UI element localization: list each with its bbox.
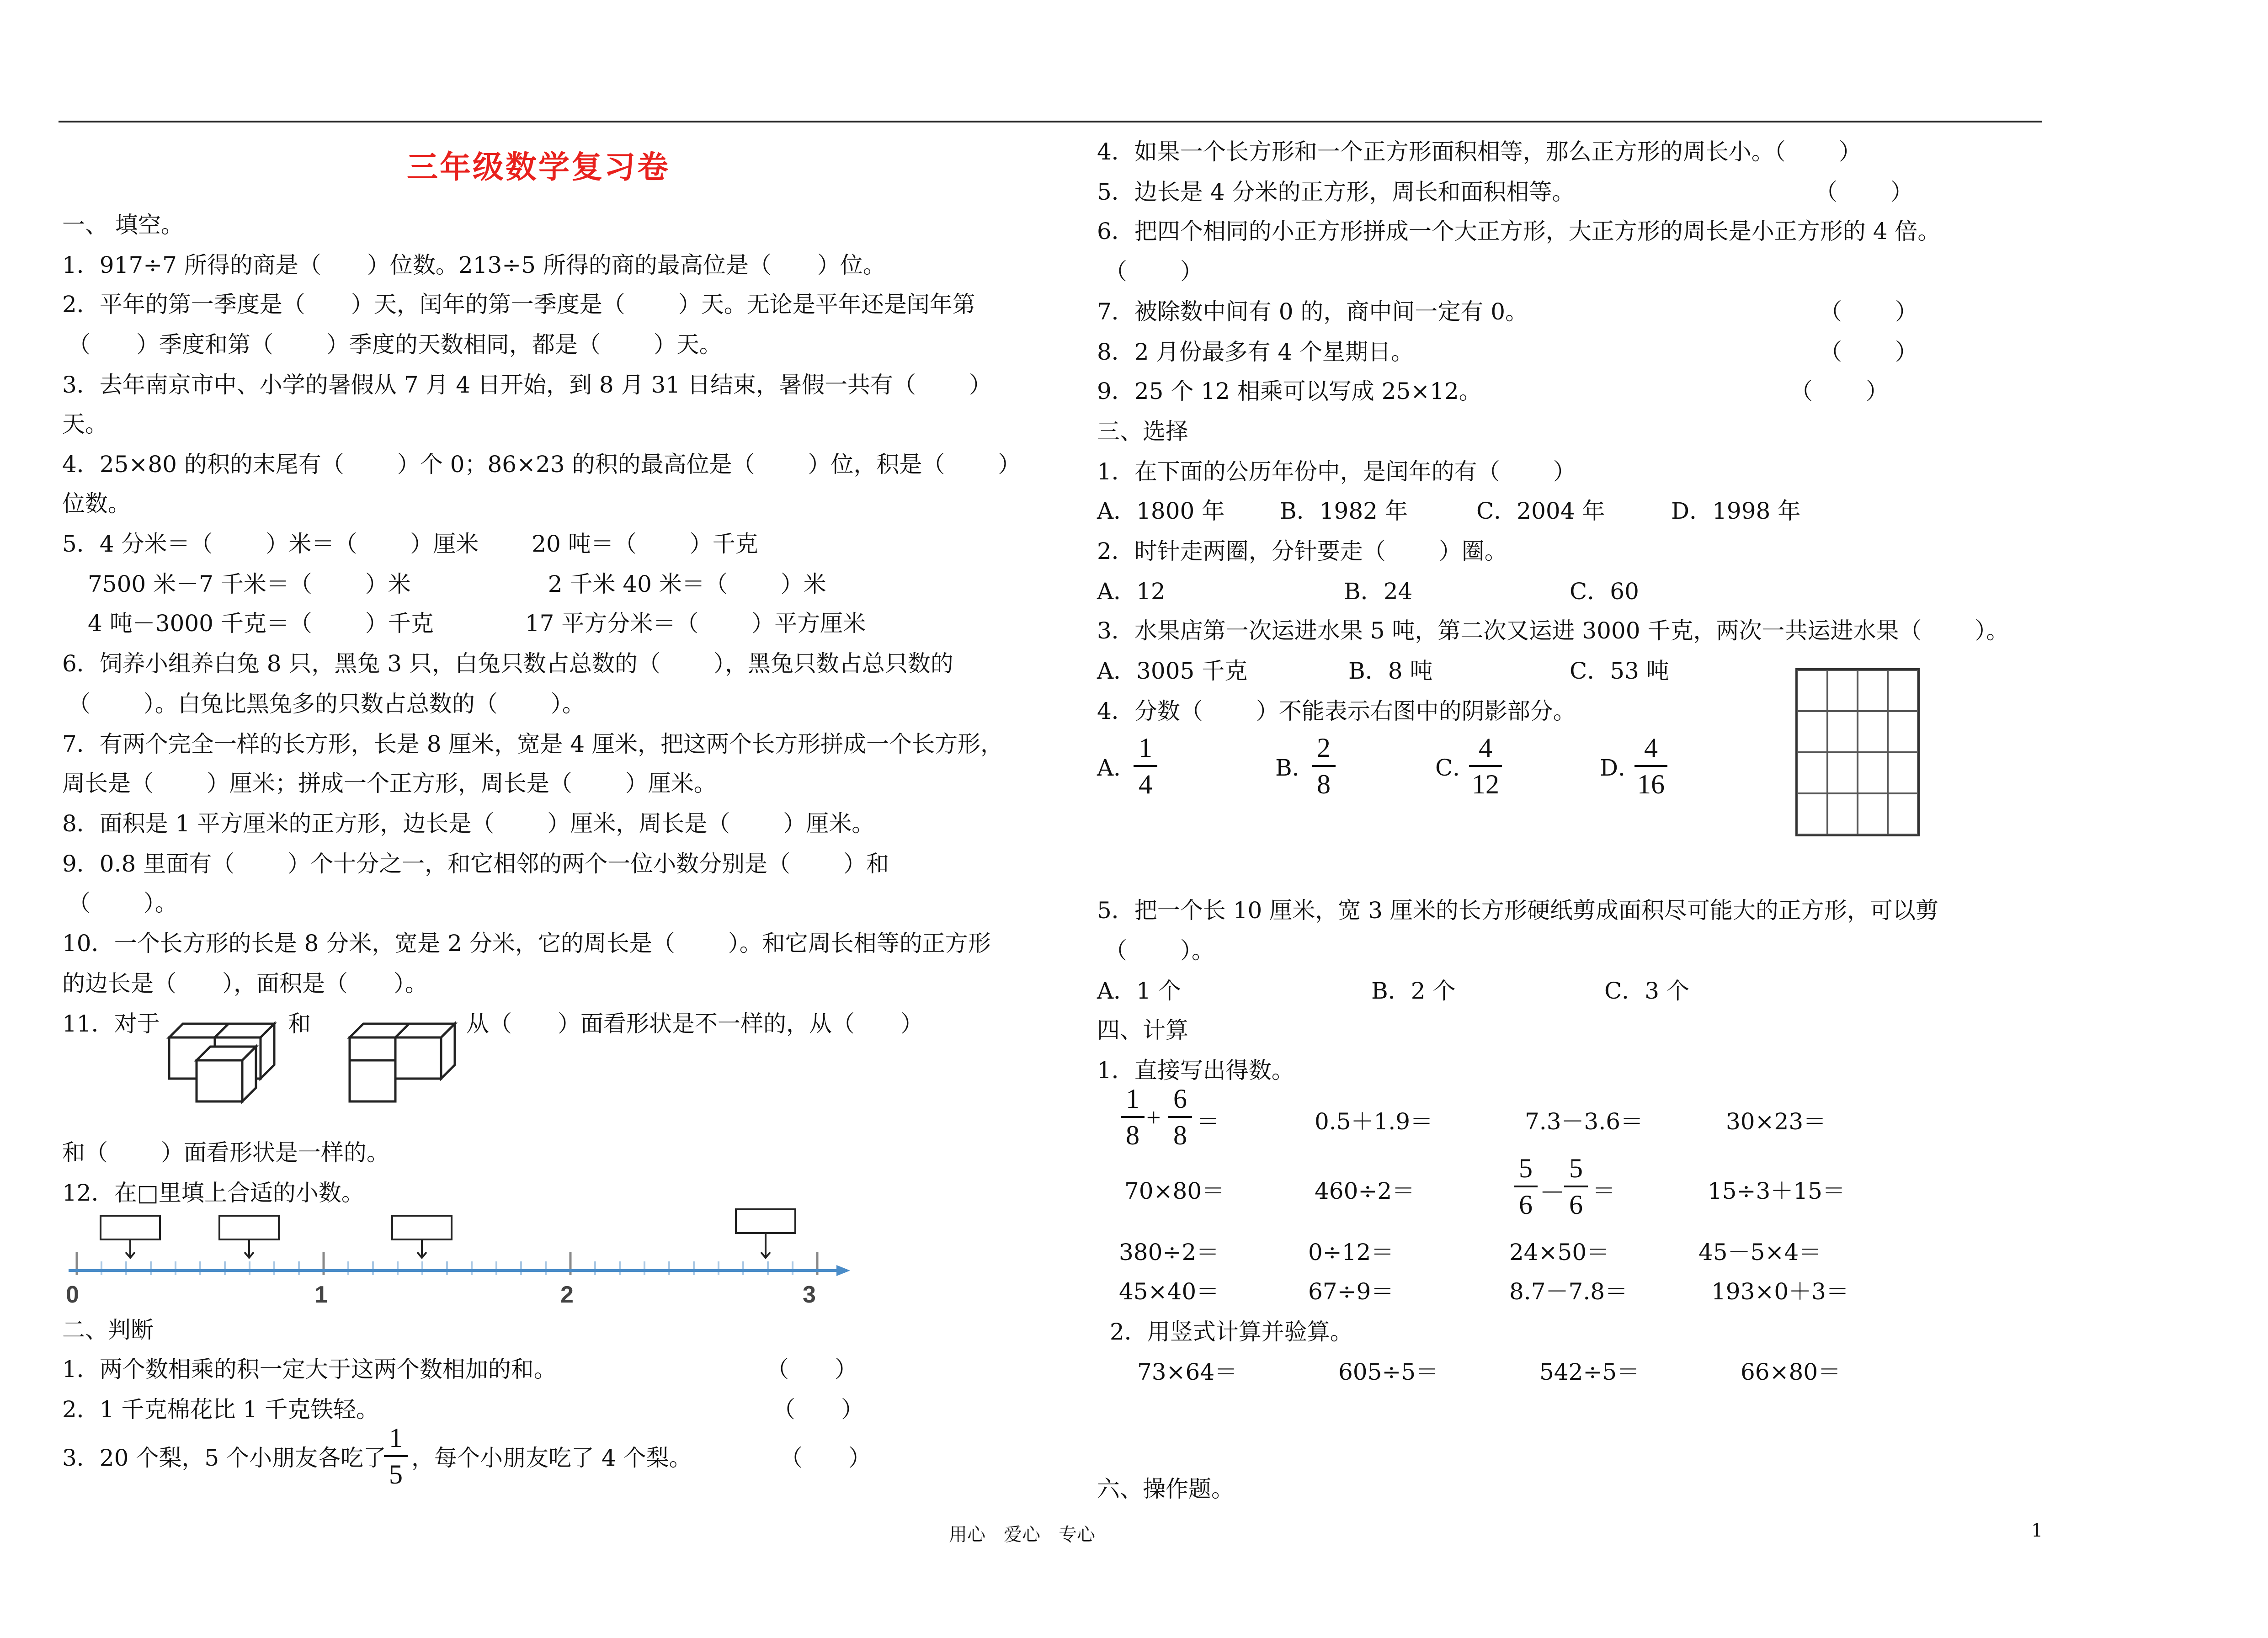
calc-r1-e2: 0.5＋1.9＝ [1315,1108,1433,1135]
judge-6-line2: （ ） [1104,258,1203,285]
calc-2-item-2: 605÷5＝ [1338,1359,1439,1385]
question-9-line2: （ ）。 [68,890,178,916]
question-7-line1: 7．有两个完全一样的长方形，长是 8 厘米，宽是 4 厘米，把这两个长方形拼成一个长方形， [62,731,1004,757]
judge-3-a: 3．20 个梨，5 个小朋友各吃了 [62,1445,387,1471]
calc-r2-frac-1: 5 6 [1512,1152,1539,1221]
question-11-line2: 和（ ）面看形状是一样的。 [62,1139,389,1166]
page-title: 三年级数学复习卷 [407,149,671,186]
judge-5: 5．边长是 4 分米的正方形，周长和面积相等。 [1097,179,1575,205]
choice-4-opt-c-fraction: 4 12 [1467,731,1504,801]
choice-4-opt-a-fraction: 1 4 [1132,731,1159,801]
calc-r3-e1: 380÷2＝ [1119,1239,1219,1266]
judge-2: 2．1 千克棉花比 1 千克铁轻。 [62,1396,379,1423]
choice-4-opt-a-label: A． [1097,755,1137,781]
judge-1-paren: （ ） [766,1356,857,1383]
calc-r1-eq: ＝ [1197,1108,1219,1135]
choice-4: 4．分数（ ）不能表示右图中的阴影部分。 [1097,698,1576,724]
question-5-line1: 5．4 分米＝（ ）米＝（ ）厘米 20 吨＝（ ）千克 [62,531,758,557]
calc-r1-op: + [1146,1104,1161,1132]
answer-box-2 [219,1216,279,1239]
choice-4-opt-b-fraction: 2 8 [1310,731,1337,801]
question-7-line2: 周长是（ ）厘米；拼成一个正方形，周长是（ ）厘米。 [62,770,717,797]
judge-6-line1: 6．把四个相同的小正方形拼成一个大正方形，大正方形的周长是小正方形的 4 倍。 [1097,218,1941,245]
calc-r4-e4: 193×0＋3＝ [1711,1278,1849,1305]
judge-3-fraction: 1 5 [382,1421,410,1491]
question-11-label: 11．对于 [62,1010,160,1037]
number-line [64,1207,859,1312]
choice-1-opt-a: A．1800 年 [1097,498,1225,524]
section-calc: 四、计算 [1097,1017,1188,1043]
calc-r2-e4: 15÷3＋15＝ [1708,1178,1845,1204]
question-3-line1: 3．去年南京市中、小学的暑假从 7 月 4 日开始，到 8 月 31 日结束，暑假一共有（ ） [62,372,992,398]
choice-1: 1．在下面的公历年份中，是闰年的有（ ） [1097,458,1576,485]
calc-2-item-1: 73×64＝ [1137,1359,1238,1385]
section-fill-blank: 一、 填空。 [62,212,184,238]
numline-label-2: 2 [560,1282,574,1308]
answer-box-3 [392,1216,452,1239]
judge-8: 8．2 月份最多有 4 个星期日。 [1097,339,1414,365]
page-number: 1 [2031,1520,2043,1541]
calc-r3-e3: 24×50＝ [1509,1239,1610,1266]
calc-1-title: 1．直接写出得数。 [1097,1057,1294,1084]
choice-3-opt-a: A．3005 千克 [1097,658,1248,684]
judge-9-paren: （ ） [1790,378,1889,404]
judge-7-paren: （ ） [1819,298,1918,325]
judge-2-paren: （ ） [772,1396,864,1423]
question-12: 12．在□里填上合适的小数。 [62,1180,364,1206]
calc-r4-e2: 67÷9＝ [1308,1278,1394,1305]
question-10-line2: 的边长是（ ），面积是（ ）。 [62,970,428,997]
calc-r4-e3: 8.7－7.8＝ [1509,1278,1628,1305]
choice-2-opt-c: C．60 [1570,578,1639,605]
cube-figure-2 [350,1024,455,1101]
choice-4-opt-c-label: C． [1435,755,1476,781]
question-2-line1: 2．平年的第一季度是（ ）天，闰年的第一季度是（ ）天。无论是平年还是闰年第 [62,291,975,318]
calc-2-item-4: 66×80＝ [1741,1359,1841,1385]
question-11-and: 和 [288,1010,311,1037]
calc-2-title: 2．用竖式计算并验算。 [1110,1319,1353,1345]
cube-figure-1 [169,1024,274,1101]
calc-r2-eq: ＝ [1592,1178,1615,1204]
numline-label-3: 3 [803,1282,816,1308]
cube-figures [160,1010,471,1115]
judge-5-paren: （ ） [1815,179,1913,205]
question-2-line2: （ ）季度和第（ ）季度的天数相同，都是（ ）天。 [68,331,722,358]
choice-1-opt-d: D．1998 年 [1671,498,1801,524]
calc-r1-frac-1: 1 8 [1119,1082,1146,1152]
footer-motto: 用心 爱心 专心 [949,1524,1095,1545]
choice-5-opt-a: A．1 个 [1097,978,1181,1004]
judge-1: 1．两个数相乘的积一定大于这两个数相加的和。 [62,1356,557,1383]
calc-r1-frac-2: 6 8 [1166,1082,1194,1152]
calc-r3-e4: 45－5×4＝ [1698,1239,1822,1266]
calc-r2-frac-2: 5 6 [1562,1152,1590,1221]
choice-3-opt-c: C．53 吨 [1570,658,1669,684]
section-operate: 六、操作题。 [1097,1476,1234,1502]
choice-5-line1: 5．把一个长 10 厘米，宽 3 厘米的长方形硬纸剪成面积尽可能大的正方形，可以剪 [1097,897,1938,924]
choice-5-opt-c: C．3 个 [1604,978,1689,1004]
question-11-text: 从（ ）面看形状是不一样的，从（ ） [466,1010,923,1037]
question-4-line2: 位数。 [62,490,131,517]
question-5-line3: 4 吨－3000 千克＝（ ）千克 17 平方分米＝（ ）平方厘米 [88,610,866,637]
judge-7: 7．被除数中间有 0 的，商中间一定有 0。 [1097,298,1528,325]
judge-9: 9．25 个 12 相乘可以写成 25×12。 [1097,378,1482,404]
choice-2-opt-b: B．24 [1344,578,1413,605]
calc-r2-op: － [1539,1179,1565,1207]
section-choice: 三、选择 [1097,418,1188,445]
choice-1-opt-b: B．1982 年 [1280,498,1408,524]
choice-4-opt-d-fraction: 4 16 [1633,731,1669,801]
calc-2-item-3: 542÷5＝ [1539,1359,1640,1385]
question-6-line2: （ ）。白兔比黑兔多的只数占总数的（ ）。 [68,691,585,717]
choice-2-opt-a: A．12 [1097,578,1166,605]
calc-r4-e1: 45×40＝ [1119,1278,1219,1305]
choice-2: 2．时针走两圈，分针要走（ ）圈。 [1097,538,1507,564]
choice-5-opt-b: B．2 个 [1371,978,1456,1004]
question-4-line1: 4．25×80 的积的末尾有（ ）个 0；86×23 的积的最高位是（ ）位，积是（ ） [62,451,1021,478]
calc-r2-e2: 460÷2＝ [1315,1178,1415,1204]
choice-3-opt-b: B．8 吨 [1348,658,1433,684]
question-1: 1．917÷7 所得的商是（ ）位数。213÷5 所得的商的最高位是（ ）位。 [62,252,886,278]
question-5-line2: 7500 米－7 千米＝（ ）米 2 千米 40 米＝（ ）米 [88,571,826,597]
calc-r3-e2: 0÷12＝ [1308,1239,1394,1266]
judge-4: 4．如果一个长方形和一个正方形面积相等，那么正方形的周长小。（ ） [1097,138,1862,165]
choice-1-opt-c: C．2004 年 [1476,498,1605,524]
answer-box-1 [101,1216,160,1239]
choice-4-opt-d-label: D． [1600,755,1641,781]
question-8: 8．面积是 1 平方厘米的正方形，边长是（ ）厘米，周长是（ ）厘米。 [62,810,875,837]
calc-r1-e4: 30×23＝ [1726,1108,1826,1135]
choice-4-opt-b-label: B． [1275,755,1315,781]
section-judge: 二、判断 [62,1317,154,1343]
question-9-line1: 9．0.8 里面有（ ）个十分之一，和它相邻的两个一位小数分别是（ ）和 [62,851,889,877]
numline-label-1: 1 [314,1282,328,1308]
judge-3-paren: （ ） [780,1445,871,1471]
choice-3: 3．水果店第一次运进水果 5 吨，第二次又运进 3000 千克，两次一共运进水果（ ）。 [1097,617,2009,644]
judge-8-paren: （ ） [1819,339,1918,365]
calc-r2-e1: 70×80＝ [1124,1178,1225,1204]
top-rule [59,121,2042,122]
question-6-line1: 6．饲养小组养白兔 8 只，黑兔 3 只，白兔只数占总数的（ ），黑兔只数占总只数的 [62,650,953,677]
answer-box-4 [736,1209,795,1233]
choice-5-line2: （ ）。 [1104,937,1214,964]
shaded-grid-figure [1795,668,1920,836]
calc-r1-e3: 7.3－3.6＝ [1525,1108,1644,1135]
question-10-line1: 10．一个长方形的长是 8 分米，宽是 2 分米，它的周长是（ ）。和它周长相等的正方形 [62,930,991,957]
judge-3-b: ，每个小朋友吃了 4 个梨。 [411,1445,692,1471]
numline-label-0: 0 [66,1282,79,1308]
question-3-line2: 天。 [62,411,108,437]
